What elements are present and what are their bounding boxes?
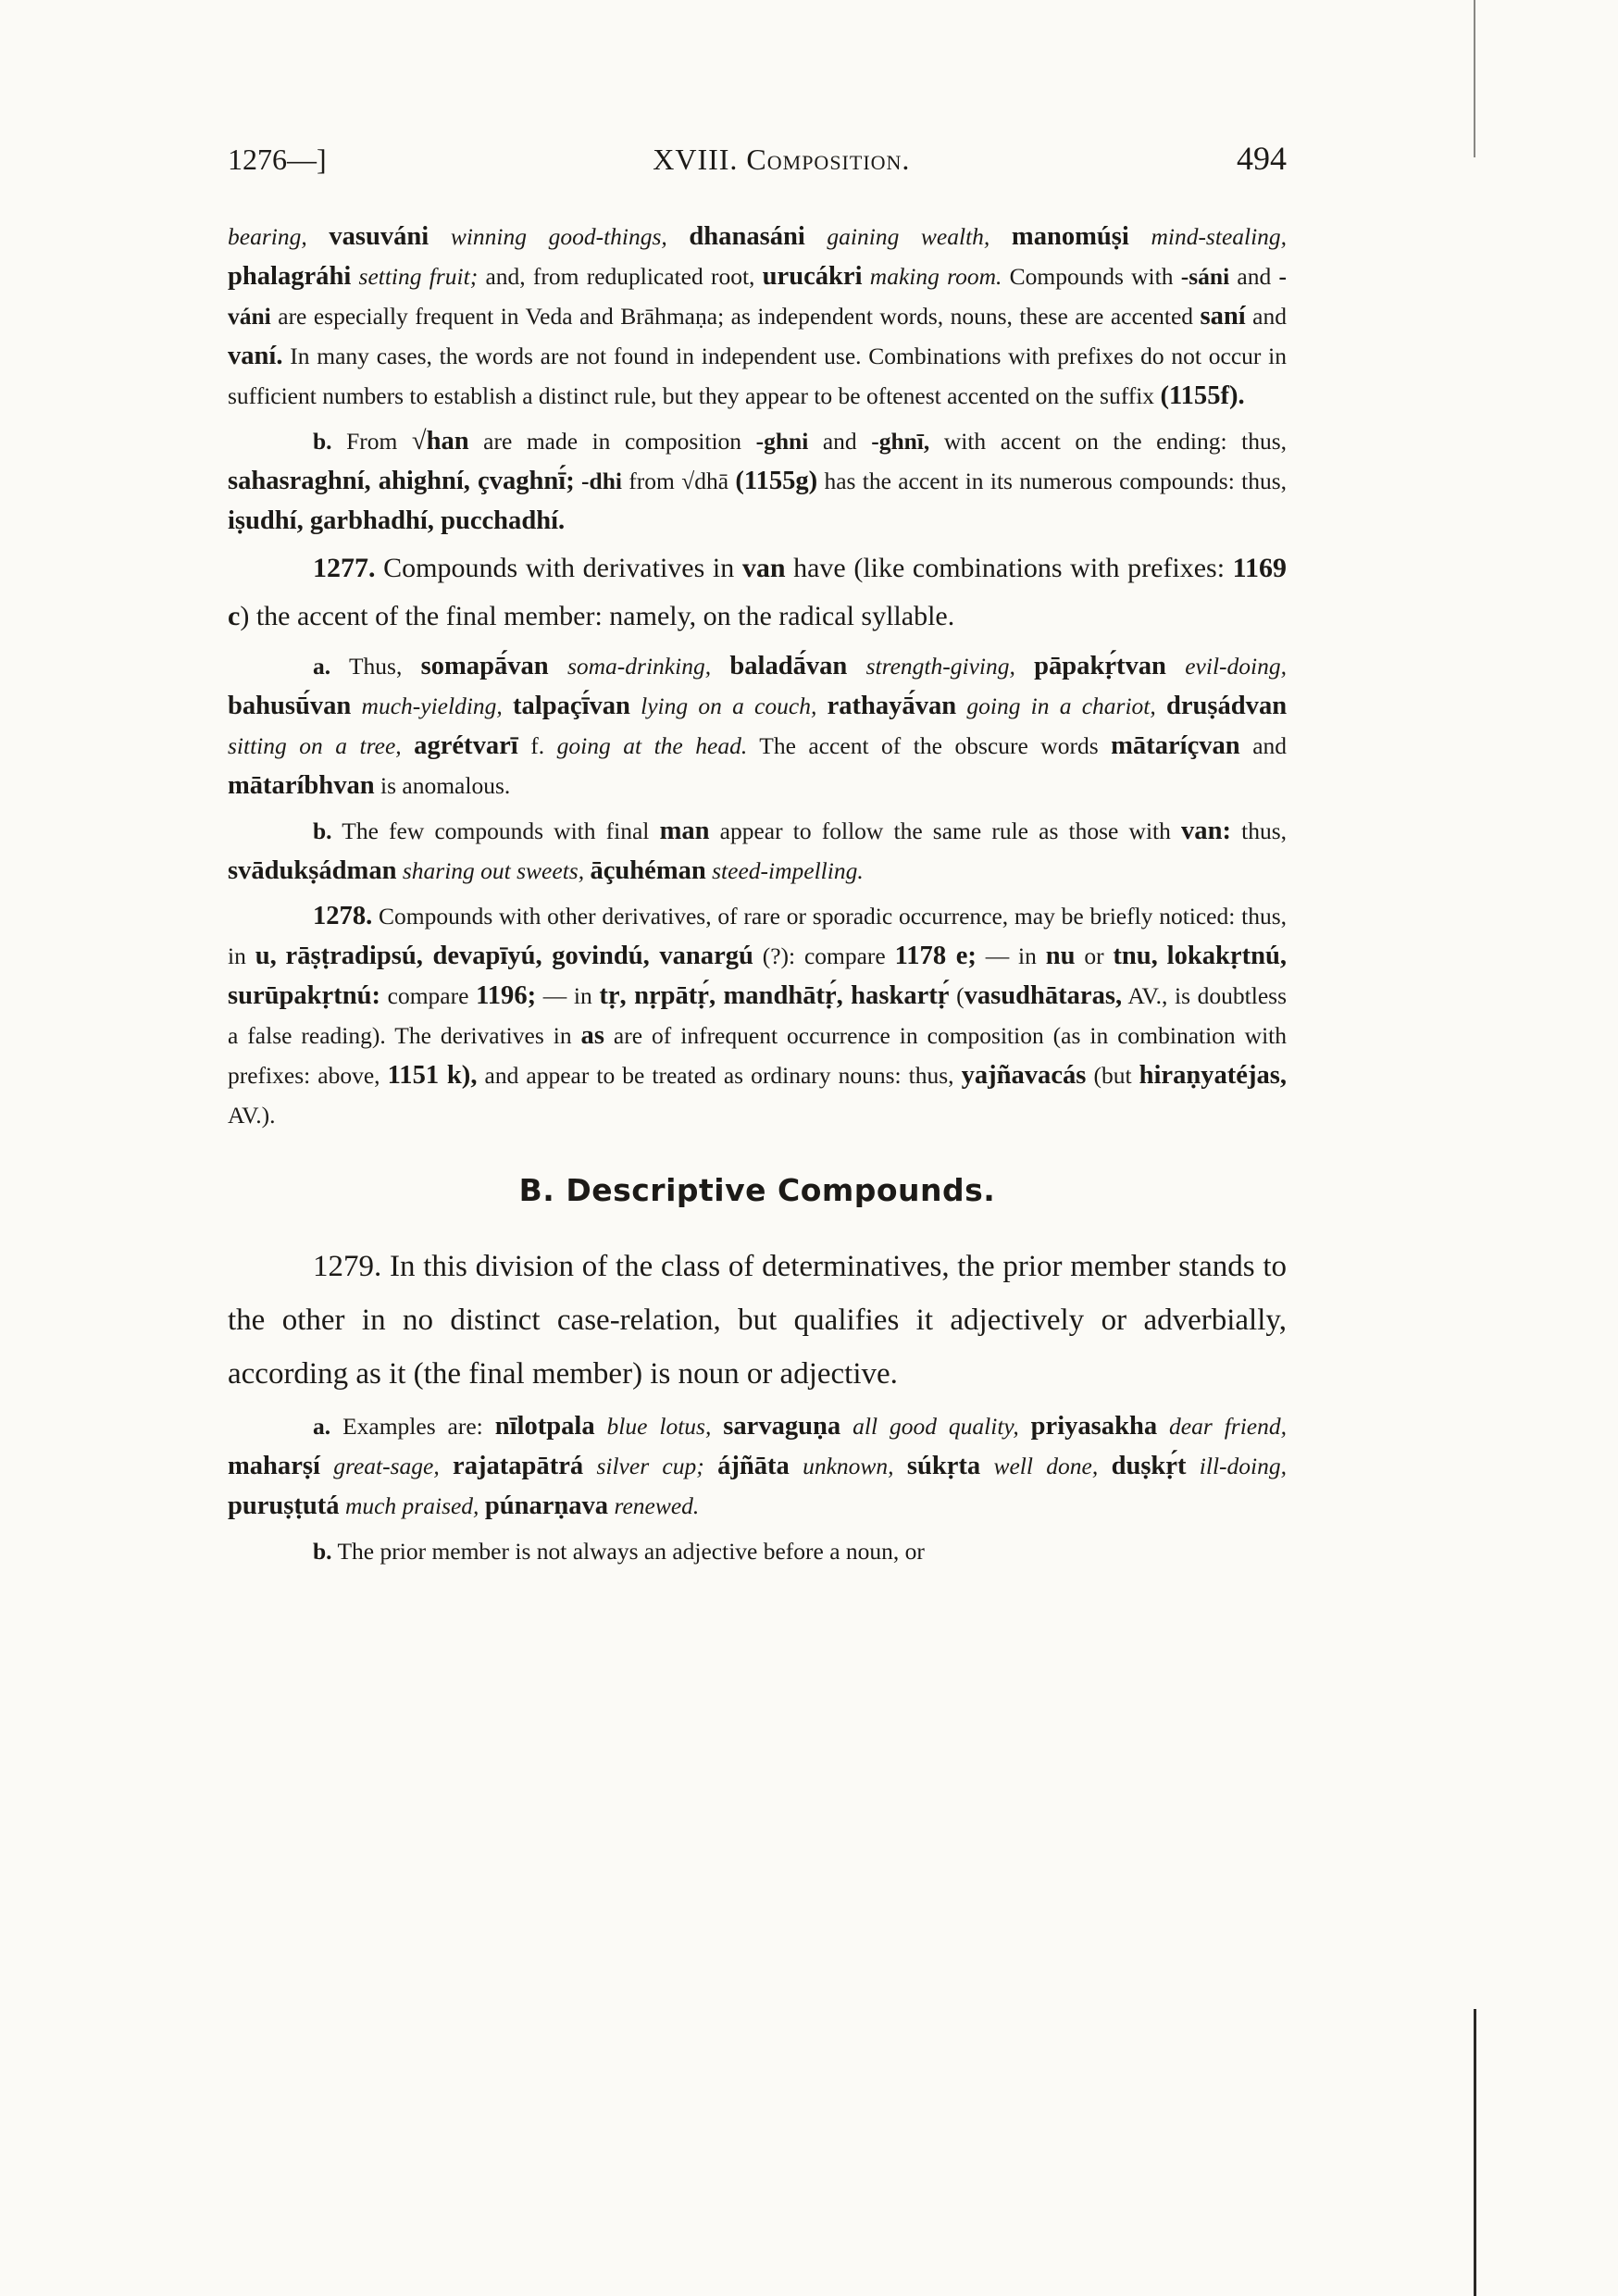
section-1279: 1279. In this division of the class of determinatives, the prior member stands to the other in no distinct case-relation, but qualifies it adjectively or adverbially, according as it (the final member) is noun or adjective. <box>228 1250 1287 1391</box>
chapter-title: Composition. <box>746 143 911 176</box>
paragraph-1279a: a. Examples are: nīlotpala blue lotus, sarvaguṇa all good quality, priyasakha dear friend, maharṣí great-sage, rajatapātrá silver cup; ájñāta unknown, súkṛta well done, duṣkṛ́t ill-doing, puruṣṭutá much praised, púnarṇava renewed. <box>228 1412 1288 1520</box>
section-ref: 1276—] <box>228 143 327 176</box>
paragraph-1279b: b. The prior member is not always an adjective before a noun, or <box>313 1538 925 1565</box>
running-title <box>653 143 910 177</box>
section-number: 1278. <box>313 902 373 930</box>
paragraph-continued: bearing, vasuváni winning good-things, dhanasáni gaining wealth, manomúṣi mind-stealing, phalagráhi setting fruit; and, from reduplicated root, urucákri making room. Compounds with -sáni and -váni are especially frequent in Veda and Brāhmaṇa; as independent words, nouns, these are accented saní and vaní. In many cases, the words are not found in independent use. Combinations with prefixes do not occur in sufficient numbers to establish a distinct rule, but they appear to be oftenest accented on the suffix (1155f). <box>228 222 1288 410</box>
section-1277: 1277. Compounds with derivatives in van have (like combinations with prefixes: 1169 c) the accent of the final member: namely, on the radical syllable. <box>228 553 1287 631</box>
paragraph-1277b: b. The few compounds with final man appear to follow the same rule as those with van: thus, svādukṣádman sharing out sweets, āçuhéman steed-impelling. <box>228 817 1287 885</box>
page-edge-rule-bottom <box>1474 2009 1476 2296</box>
paragraph-1277a: a. Thus, somapā́van soma-drinking, baladā́van strength-giving, pāpakṛ́tvan evil-doing, bahusū́van much-yielding, talpaçī́van lying on a couch, rathayā́van going in a chariot, druṣádvan sitting on a tree, agrétvarī f. going at the head. The accent of the obscure words mātaríçvan and mātaríbhvan is anomalous. <box>228 652 1288 800</box>
section-number: 1279. <box>313 1250 382 1283</box>
subsection-heading: B. Descriptive Compounds. <box>518 1172 996 1208</box>
running-header <box>228 139 1287 191</box>
page-edge-rule-top <box>1474 0 1475 157</box>
section-1278: 1278. Compounds with other derivatives, of rare or sporadic occurrence, may be briefly noticed: thus, in u, rāṣṭradipsú, devapīyú, govindú, vanargú (?): compare 1178 e; — in nu or tnu, lokakṛtnú, surūpakṛtnú: compare 1196; — in tṛ, nṛpātṛ́, mandhātṛ́, haskartṛ́ (vasudhātaras, AV., is doubtless a false reading). The derivatives in as are of infrequent occurrence in composition (as in combination with prefixes: above, 1151 k), and appear to be treated as ordinary nouns: thus, yajñavacás (but hiraṇyatéjas, AV.). <box>228 902 1287 1129</box>
page-number: 494 <box>1237 140 1287 177</box>
page <box>228 139 1287 1571</box>
chapter-number: XVIII. <box>653 143 739 176</box>
section-number: 1277. <box>313 553 376 583</box>
paragraph-1276b: b. From √han are made in composition -ghni and -ghnī, with accent on the ending: thus, sahasraghní, ahighní, çvaghnī́; -dhi from √dhā (1155g) has the accent in its numerous compounds: thus, iṣudhí, garbhadhí, pucchadhí. <box>228 427 1288 535</box>
